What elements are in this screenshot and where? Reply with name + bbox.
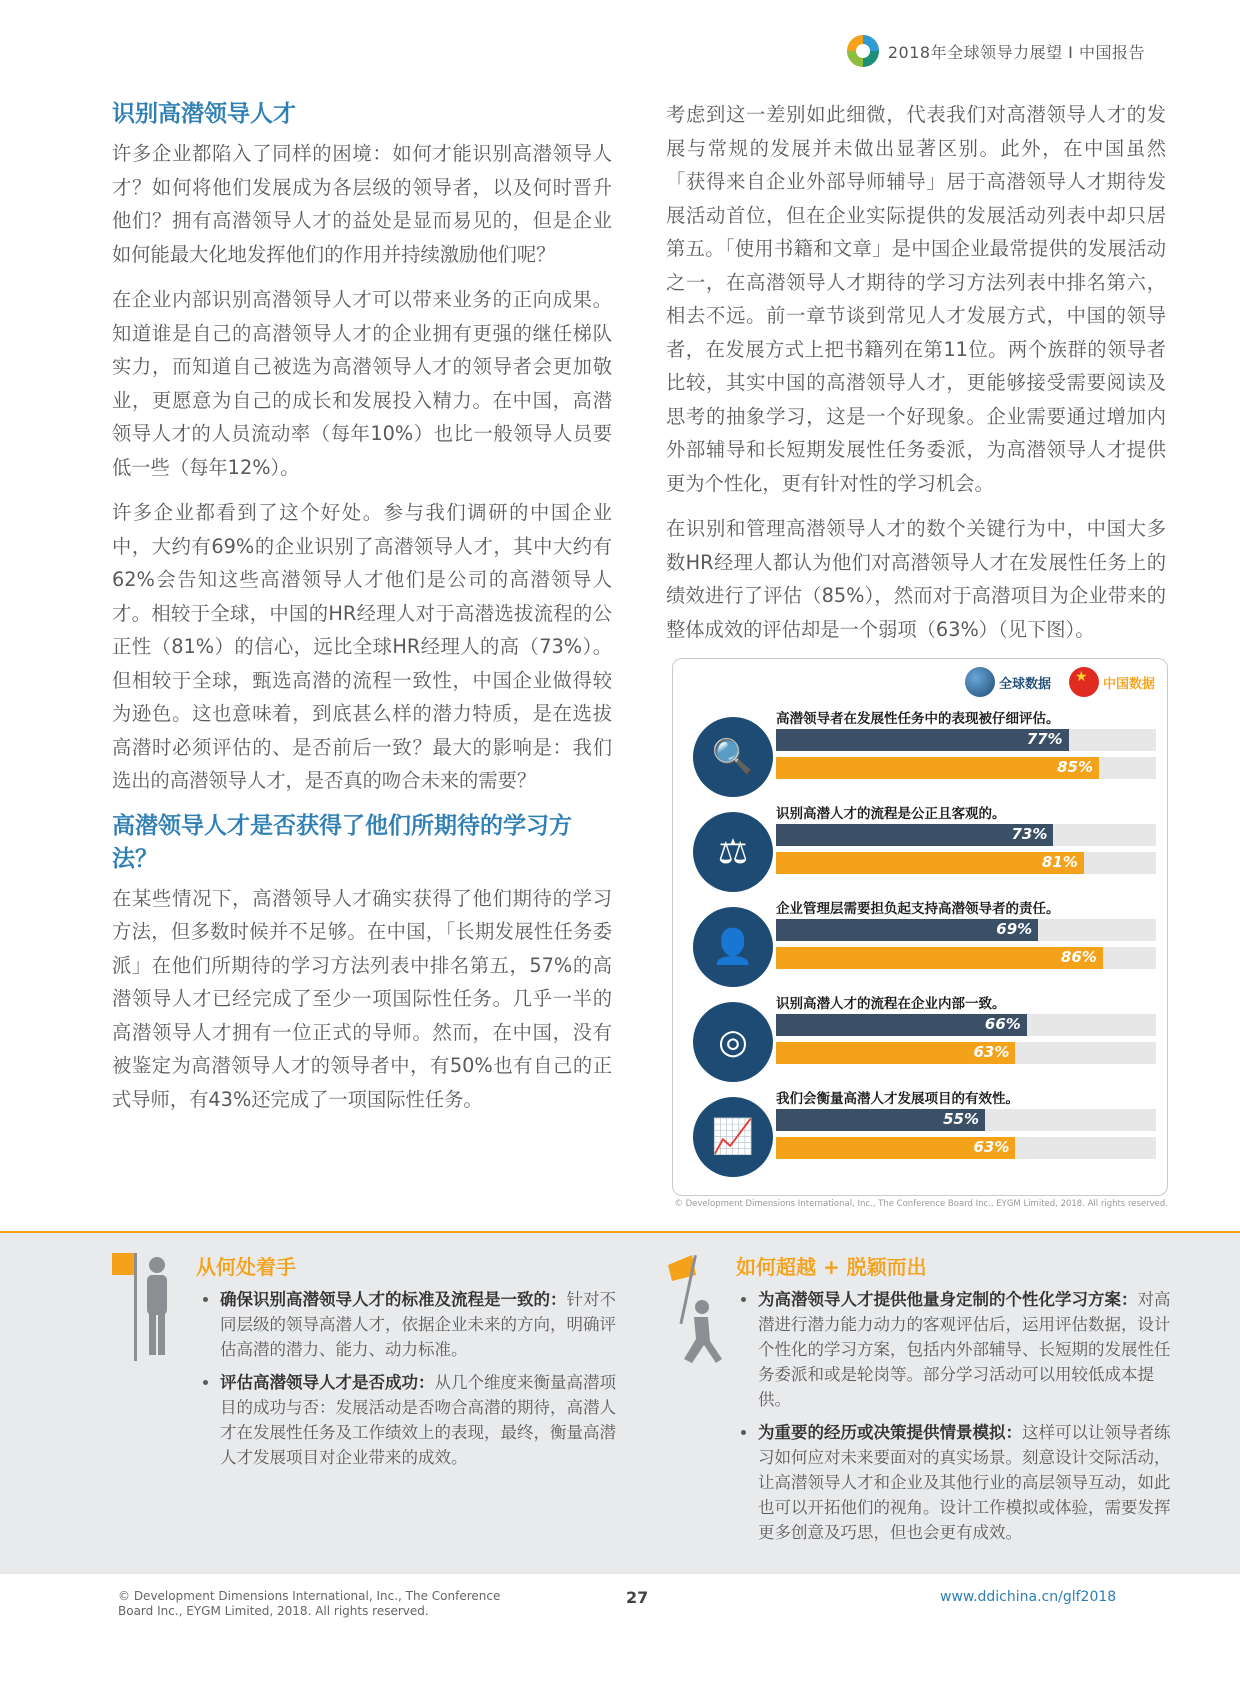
hipo-bar-chart (672, 658, 1168, 1196)
bar-track (776, 824, 1156, 846)
chart-row (693, 897, 1153, 987)
bar-china (776, 947, 1103, 969)
paragraph: 考虑到这一差别如此细微，代表我们对高潜领导人才的发展与常规的发展并未做出显著区别。此外，在中国虽然「获得来自企业外部导师辅导」居于高潜领导人才期待发展活动首位，但在企业实际提供的发展活动列表中却只居第五。「使用书籍和文章」是中国企业最常提供的发展活动之一，在高潜领导人才期待的学习方法列表中排名第六，相去不远。前一章节谈到常见人才发展方式，中国的领导者，在发展方式上把书籍列在第11位。两个族群的领导者比较，其实中国的高潜领导人才，更能够接受需要阅读及思考的抽象学习，这是一个好现象。企业需要通过增加内外部辅导和长短期发展性任务委派，为高潜领导人才提供更为个性化，更有针对性的学习机会。 (666, 103, 1166, 495)
page-header (846, 34, 1145, 68)
bar-track (776, 852, 1156, 874)
bar-global (776, 824, 1053, 846)
bar-china (776, 1137, 1015, 1159)
footer-copyright: © Development Dimensions International, Inc., The Conference Board Inc., EYGM Limited, 2018. All rights reserved. (118, 1589, 501, 1618)
tip-list-right (738, 1287, 1176, 1553)
page-number: 27 (626, 1588, 649, 1607)
section-title-learning: 高潜领导人才是否获得了他们所期待的学习方法？ (112, 812, 572, 872)
category-label: 企业管理层需要担负起支持高潜领导者的责任。 (776, 901, 1060, 917)
list-item: • 为重要的经历或决策提供情景模拟：这样可以让领导者练习如何应对未来要面对的真实场景。刻意设计交际活动，让高潜领导人才和企业及其他行业的高层领导互动，如此也可以开拓他们的视角。设计工作模拟或体验，需要发挥更多创意及巧思，但也会更有成效。 (758, 1420, 1176, 1545)
bar-global (776, 729, 1069, 751)
right-column (666, 98, 1166, 658)
bar-value-label: 55% (943, 1110, 979, 1128)
chart-row (693, 992, 1153, 1082)
footer-url-link[interactable]: www.ddichina.cn/glf2018 (940, 1589, 1117, 1605)
bar-value-label: 81% (1041, 853, 1078, 871)
tip-list-left (200, 1287, 620, 1478)
category-label: 我们会衡量高潜人才发展项目的有效性。 (776, 1091, 1019, 1107)
section-title-identify: 识别高潜领导人才 (112, 101, 296, 127)
bar-value-label: 63% (973, 1043, 1010, 1061)
category-label: 识别高潜人才的流程是公正且客观的。 (776, 806, 1006, 822)
tips-panel (0, 1231, 1240, 1574)
bar-track (776, 1137, 1156, 1159)
category-label: 识别高潜人才的流程在企业内部一致。 (776, 996, 1006, 1012)
bar-china (776, 1042, 1015, 1064)
bar-track (776, 729, 1156, 751)
report-title: 2018年全球领导力展望 I 中国报告 (887, 42, 1145, 62)
paragraph: 在识别和管理高潜领导人才的数个关键行为中，中国大多数HR经理人都认为他们对高潜领导人才在发展性任务上的绩效进行了评估（85%），然而对于高潜项目为企业带来的整体成效的评估却是一个弱项（63%）（见下图）。 (666, 517, 1166, 641)
person-flag-icon (112, 1251, 172, 1371)
chart-row (693, 707, 1153, 797)
bar-value-label: 86% (1060, 948, 1097, 966)
bar-track (776, 1014, 1156, 1036)
legend-global-label: 全球数据 (998, 676, 1051, 692)
bar-value-label: 73% (1011, 825, 1048, 843)
bar-track (776, 947, 1156, 969)
list-item: • 评估高潜领导人才是否成功：从几个维度来衡量高潜项目的成功与否：发展活动是否吻合高潜的期待，高潜人才在发展性任务及工作绩效上的表现，最终，衡量高潜人才发展项目对企业带来的成效。 (220, 1370, 620, 1470)
chart-legend (965, 667, 1155, 697)
tip-title-left: 从何处着手 (196, 1255, 296, 1279)
bar-global (776, 1109, 985, 1131)
list-item: • 为高潜领导人才提供他量身定制的个性化学习方案：对高潜进行潜力能力动力的客观评估后，运用评估数据，设计个性化的学习方案，包括内外部辅导、长短期的发展性任务委派和或是轮岗等。部分学习活动可以用较低成本提供。 (758, 1287, 1176, 1412)
bar-value-label: 63% (973, 1138, 1010, 1156)
bar-value-label: 69% (996, 920, 1033, 938)
chart-credit: © Development Dimensions International, Inc., The Conference Board Inc., EYGM Limited, 2018. All rights reserved. (674, 1199, 1168, 1209)
paragraph: 在某些情况下，高潜领导人才确实获得了他们期待的学习方法，但多数时候并不足够。在中国，「长期发展性任务委派」在他们所期待的学习方法列表中排名第五，57%的高潜领导人才已经完成了至少一项国际性任务。几乎一半的高潜领导人才拥有一位正式的导师。然而，在中国，没有被鉴定为高潜领导人才的领导者中，有50%也有自己的正式导师，有43%还完成了一项国际性任务。 (112, 886, 612, 1111)
bar-china (776, 852, 1084, 874)
chart-row (693, 802, 1153, 892)
trend-chart-icon: 📈 (693, 1097, 773, 1177)
legend-china-label: 中国数据 (1102, 676, 1155, 692)
bar-track (776, 919, 1156, 941)
magnifier-doc-icon: 🔍 (693, 717, 773, 797)
paragraph: 在企业内部识别高潜领导人才可以带来业务的正向成果。知道谁是自己的高潜领导人才的企业拥有更强的继任梯队实力，而知道自己被选为高潜领导人才的领导者会更加敬业，更愿意为自己的成长和发展投入精力。在中国，高潜领导人才的人员流动率（每年10%）也比一般领导人员要低一些（每年12%）。 (112, 288, 612, 479)
legend-china (1069, 667, 1155, 697)
bar-track (776, 1042, 1156, 1064)
bar-value-label: 66% (984, 1015, 1021, 1033)
bar-value-label: 85% (1057, 758, 1093, 776)
china-flag-icon (1069, 667, 1099, 697)
bar-track (776, 1109, 1156, 1131)
scale-people-icon: ⚖ (693, 812, 773, 892)
bar-value-label: 77% (1026, 730, 1063, 748)
globe-icon (965, 667, 995, 697)
running-person-flag-icon (666, 1251, 736, 1371)
list-item: • 确保识别高潜领导人才的标准及流程是一致的：针对不同层级的领导高潜人才，依据企业未来的方向，明确评估高潜的潜力、能力、动力标准。 (220, 1287, 620, 1362)
bar-global (776, 919, 1038, 941)
target-icon: ◎ (693, 1002, 773, 1082)
bar-global (776, 1014, 1027, 1036)
bar-track (776, 757, 1156, 779)
bar-china (776, 757, 1099, 779)
category-label: 高潜领导者在发展性任务中的表现被仔细评估。 (776, 711, 1060, 727)
tip-title-right: 如何超越 + 脱颖而出 (736, 1255, 927, 1279)
legend-global (965, 667, 1051, 697)
person-check-icon: 👤 (693, 907, 773, 987)
paragraph: 许多企业都陷入了同样的困境：如何才能识别高潜领导人才？如何将他们发展成为各层级的领导者，以及何时晋升他们？拥有高潜领导人才的益处是显而易见的，但是企业如何能最大化地发挥他们的作用并持续激励他们呢？ (112, 142, 612, 266)
chart-row (693, 1087, 1153, 1177)
paragraph: 许多企业都看到了这个好处。参与我们调研的中国企业中，大约有69%的企业识别了高潜领导人才，其中大约有62%会告知这些高潜领导人才他们是公司的高潜领导人才。相较于全球，中国的HR经理人对于高潜选拔流程的公正性（81%）的信心，远比全球HR经理人的高（73%）。但相较于全球，甄选高潜的流程一致性，中国企业做得较为逊色。这也意味着，到底甚么样的潜力特质，是在选拔高潜时必须评估的、是否前后一致？最大的影响是：我们选出的高潜领导人才，是否真的吻合未来的需要？ (112, 501, 612, 792)
left-column (112, 98, 612, 1128)
ddi-logo-icon (846, 34, 880, 68)
